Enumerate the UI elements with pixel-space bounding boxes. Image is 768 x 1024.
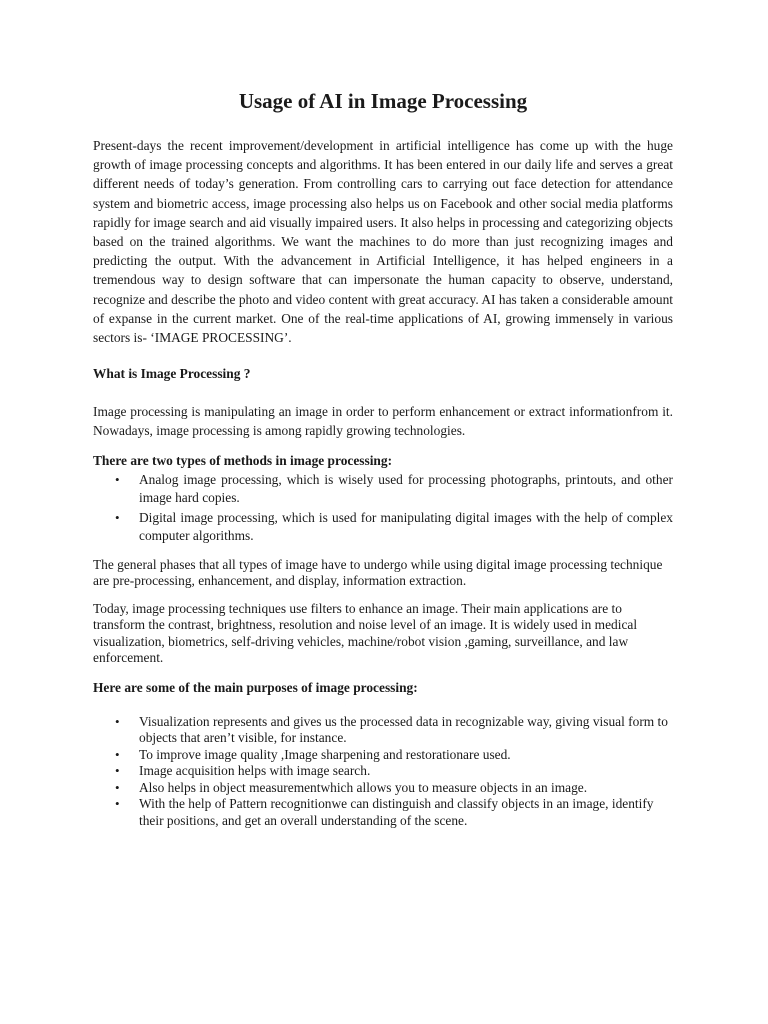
bullet-icon: • bbox=[115, 471, 120, 487]
purposes-list bbox=[93, 714, 673, 830]
list-item-text: To improve image quality ,Image sharpening and restorationare used. bbox=[139, 746, 511, 762]
list-item bbox=[93, 471, 673, 507]
list-item bbox=[93, 747, 673, 764]
document-page bbox=[93, 88, 673, 829]
list-item-text: Visualization represents and gives us the processed data in recognizable way, giving visual form to objects that aren’t visible, for instance. bbox=[139, 713, 668, 746]
list-item-text: Analog image processing, which is wisely used for processing photographs, printouts, and other image hard copies. bbox=[139, 471, 673, 505]
purposes-heading: Here are some of the main purposes of image processing: bbox=[93, 679, 418, 695]
bullet-icon: • bbox=[115, 713, 120, 729]
what-is-heading: What is Image Processing ? bbox=[93, 366, 251, 382]
list-item bbox=[93, 509, 673, 545]
types-list bbox=[93, 471, 673, 545]
intro-paragraph: Present-days the recent improvement/development in artificial intelligence has come up with the huge growth of image processing concepts and algorithms. It has been entered in our daily life and serves a great different needs of today’s generation. From controlling cars to carrying out face detection for attendance system and biometric access, image processing also helps us on Facebook and other social media platforms rapidly for image search and aid visually impaired users. It also helps in processing and categorizing objects based on the trained algorithms. We want the machines to do more than just recognizing images and predicting the output. With the advancement in Artificial Intelligence, it has helped engineers in a tremendous way to design software that can impersonate the human capacity to observe, understand, recognize and describe the photo and video content with great accuracy. AI has taken a considerable amount of expanse in the current market. One of the real-time applications of AI, growing immensely in various sectors is- ‘IMAGE PROCESSING’. bbox=[93, 138, 673, 346]
list-item bbox=[93, 763, 673, 780]
document-title: Usage of AI in Image Processing bbox=[238, 89, 528, 113]
what-is-paragraph: Image processing is manipulating an image in order to perform enhancement or extract informationfrom it. Nowadays, image processing is among rapidly growing technologies. bbox=[93, 404, 673, 439]
list-item bbox=[93, 780, 673, 797]
bullet-icon: • bbox=[115, 779, 120, 795]
list-item-text: With the help of Pattern recognitionwe can distinguish and classify objects in an image, identify their positions, and get an overall understanding of the scene. bbox=[139, 796, 654, 828]
list-item-text: Digital image processing, which is used for manipulating digital images with the help of complex computer algorithms. bbox=[139, 509, 673, 543]
list-item-text: Image acquisition helps with image search. bbox=[139, 763, 371, 779]
types-heading: There are two types of methods in image processing: bbox=[93, 452, 393, 468]
bullet-icon: • bbox=[115, 763, 120, 779]
list-item bbox=[93, 714, 673, 747]
list-item-text: Also helps in object measurementwhich allows you to measure objects in an image. bbox=[139, 779, 588, 795]
bullet-icon: • bbox=[115, 509, 120, 525]
bullet-icon: • bbox=[115, 746, 120, 762]
bullet-icon: • bbox=[115, 796, 120, 812]
today-paragraph: Today, image processing techniques use filters to enhance an image. Their main applications are to transform the contrast, brightness, resolution and noise level of an image. It is widely used in medical visualization, biometrics, self-driving vehicles, machine/robot vision ,gaming, surveillance, and law enforcement. bbox=[93, 600, 638, 666]
phases-paragraph: The general phases that all types of image have to undergo while using digital image processing technique are pre-processing, enhancement, and display, information extraction. bbox=[93, 556, 663, 589]
list-item bbox=[93, 796, 673, 829]
